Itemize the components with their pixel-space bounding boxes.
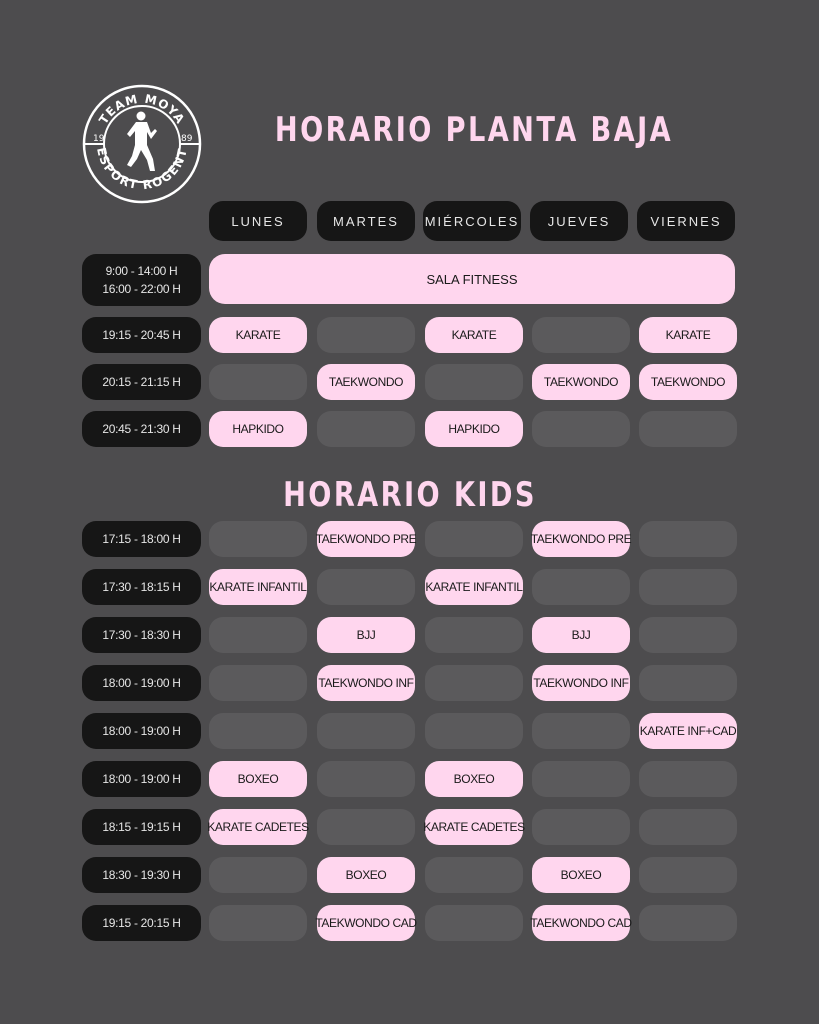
- class-slot: BJJ: [317, 617, 415, 653]
- class-slot: BOXEO: [532, 857, 630, 893]
- time-slot: 17:15 - 18:00 H: [82, 521, 201, 557]
- empty-slot: [639, 411, 737, 447]
- empty-slot: [532, 569, 630, 605]
- empty-slot: [425, 617, 523, 653]
- time-slot: 17:30 - 18:15 H: [82, 569, 201, 605]
- empty-slot: [639, 665, 737, 701]
- class-slot: TAEKWONDO PRE: [532, 521, 630, 557]
- empty-slot: [532, 317, 630, 353]
- class-slot: KARATE: [425, 317, 523, 353]
- fighter-figure-icon: [127, 112, 157, 172]
- time-slot: 18:30 - 19:30 H: [82, 857, 201, 893]
- class-slot: BJJ: [532, 617, 630, 653]
- day-header: JUEVES: [530, 201, 628, 241]
- svg-text:ESPORT ROGENT: [94, 146, 190, 192]
- class-slot: HAPKIDO: [425, 411, 523, 447]
- empty-slot: [425, 665, 523, 701]
- empty-slot: [209, 364, 307, 400]
- class-slot: TAEKWONDO INF: [532, 665, 630, 701]
- empty-slot: [317, 809, 415, 845]
- empty-slot: [639, 857, 737, 893]
- class-slot: KARATE CADETES: [425, 809, 523, 845]
- time-slot: 19:15 - 20:15 H: [82, 905, 201, 941]
- empty-slot: [317, 713, 415, 749]
- title-kids: HORARIO KIDS: [283, 475, 537, 515]
- fitness-time: [82, 254, 201, 306]
- empty-slot: [532, 809, 630, 845]
- class-slot: TAEKWONDO INF: [317, 665, 415, 701]
- day-header: LUNES: [209, 201, 307, 241]
- empty-slot: [209, 665, 307, 701]
- empty-slot: [639, 569, 737, 605]
- empty-slot: [532, 761, 630, 797]
- class-slot: TAEKWONDO CAD: [532, 905, 630, 941]
- time-slot: 18:00 - 19:00 H: [82, 761, 201, 797]
- empty-slot: [532, 713, 630, 749]
- empty-slot: [209, 617, 307, 653]
- class-slot: KARATE INFANTIL: [425, 569, 523, 605]
- fitness-time-2: 16:00 - 22:00 H: [102, 282, 181, 296]
- empty-slot: [639, 809, 737, 845]
- empty-slot: [209, 905, 307, 941]
- logo-bottom-text: ESPORT ROGENT: [94, 146, 190, 193]
- empty-slot: [532, 411, 630, 447]
- empty-slot: [425, 364, 523, 400]
- empty-slot: [317, 761, 415, 797]
- day-header: MIÉRCOLES: [423, 201, 521, 241]
- empty-slot: [425, 857, 523, 893]
- time-slot: 20:45 - 21:30 H: [82, 411, 201, 447]
- time-slot: 18:00 - 19:00 H: [82, 713, 201, 749]
- empty-slot: [639, 761, 737, 797]
- empty-slot: [639, 905, 737, 941]
- empty-slot: [425, 905, 523, 941]
- class-slot: KARATE INF+CAD: [639, 713, 737, 749]
- class-slot: HAPKIDO: [209, 411, 307, 447]
- title-planta-baja: HORARIO PLANTA BAJA: [274, 110, 674, 150]
- class-slot: TAEKWONDO: [639, 364, 737, 400]
- empty-slot: [317, 317, 415, 353]
- empty-slot: [639, 521, 737, 557]
- class-slot: KARATE: [639, 317, 737, 353]
- empty-slot: [425, 521, 523, 557]
- empty-slot: [317, 569, 415, 605]
- time-slot: 18:15 - 19:15 H: [82, 809, 201, 845]
- class-slot: KARATE INFANTIL: [209, 569, 307, 605]
- time-slot: 19:15 - 20:45 H: [82, 317, 201, 353]
- time-slot: 17:30 - 18:30 H: [82, 617, 201, 653]
- empty-slot: [209, 857, 307, 893]
- logo-top-text: TEAM MOYA: [96, 91, 188, 127]
- class-slot: TAEKWONDO: [317, 364, 415, 400]
- time-slot: 20:15 - 21:15 H: [82, 364, 201, 400]
- class-slot: KARATE CADETES: [209, 809, 307, 845]
- class-slot: TAEKWONDO PRE: [317, 521, 415, 557]
- logo-right-num: 89: [181, 134, 193, 144]
- day-header: VIERNES: [637, 201, 735, 241]
- empty-slot: [317, 411, 415, 447]
- class-slot: KARATE: [209, 317, 307, 353]
- empty-slot: [209, 521, 307, 557]
- team-moya-logo: [81, 83, 203, 205]
- class-slot: BOXEO: [209, 761, 307, 797]
- class-slot: BOXEO: [425, 761, 523, 797]
- empty-slot: [209, 713, 307, 749]
- class-slot: TAEKWONDO CAD: [317, 905, 415, 941]
- class-slot: BOXEO: [317, 857, 415, 893]
- day-header: MARTES: [317, 201, 415, 241]
- time-slot: 18:00 - 19:00 H: [82, 665, 201, 701]
- logo-left-num: 19: [93, 134, 105, 144]
- empty-slot: [639, 617, 737, 653]
- fitness-time-1: 9:00 - 14:00 H: [105, 264, 178, 278]
- empty-slot: [425, 713, 523, 749]
- sala-fitness-slot: SALA FITNESS: [209, 254, 735, 304]
- class-slot: TAEKWONDO: [532, 364, 630, 400]
